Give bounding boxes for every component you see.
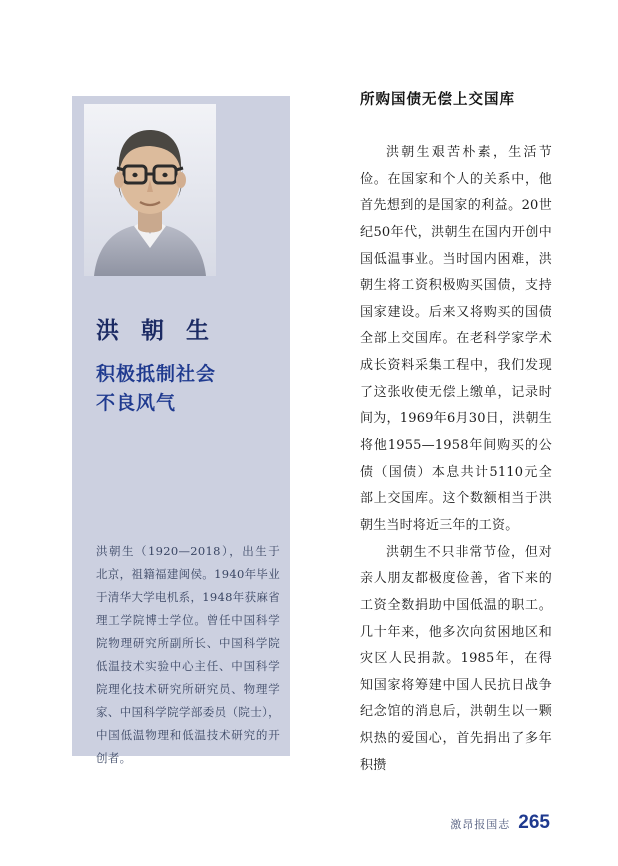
profile-headline	[96, 360, 286, 419]
portrait-photo	[84, 104, 216, 276]
article-body	[360, 140, 552, 779]
page-footer	[450, 812, 550, 834]
profile-biography: 洪朝生（1920—2018），出生于北京，祖籍福建闽侯。1940年毕业于清华大学电机系，1948年获麻省理工学院博士学位。曾任中国科学院物理研究所副所长、中国科学院低温技术实验中心主任、中国科学院理化技术研究所研究员、物理学家、中国科学院学部委员（院士），中国低温物理和低温技术研究的开创者。	[96, 544, 280, 765]
article-paragraph: 洪朝生艰苦朴素，生活节俭。在国家和个人的关系中，他首先想到的是国家的利益。20世纪50年代，洪朝生在国内开创中国低温事业。当时国内困难，洪朝生将工资积极购买国债，支持国家建设。后来又将购买的国债全部上交国库。在老科学家学术成长资料采集工程中，我们发现了这张收使无偿上缴单，记录时间为，1969年6月30日，洪朝生将他1955—1958年间购买的公债（国债）本息共计5110元全部上交国库。这个数额相当于洪朝生当时将近三年的工资。	[360, 145, 552, 533]
article-title: 所购国债无偿上交国库	[360, 92, 515, 108]
page-number: 265	[518, 812, 550, 833]
headline-line-1: 积极抵制社会	[96, 363, 217, 385]
article-paragraph: 洪朝生不只非常节俭，但对亲人朋友都极度俭善，省下来的工资全数捐助中国低温的职工。几十年来，他多次向贫困地区和灾区人民捐款。1985年，在得知国家将筹建中国人民抗日战争纪念馆的消息后，洪朝生以一颗炽热的爱国心，首先捐出了多年积攒	[360, 544, 552, 773]
avatar	[84, 104, 216, 276]
headline-line-2: 不良风气	[96, 392, 177, 415]
person-name: 洪 朝 生	[96, 318, 217, 344]
footer-label: 激昂报国志	[450, 818, 511, 831]
